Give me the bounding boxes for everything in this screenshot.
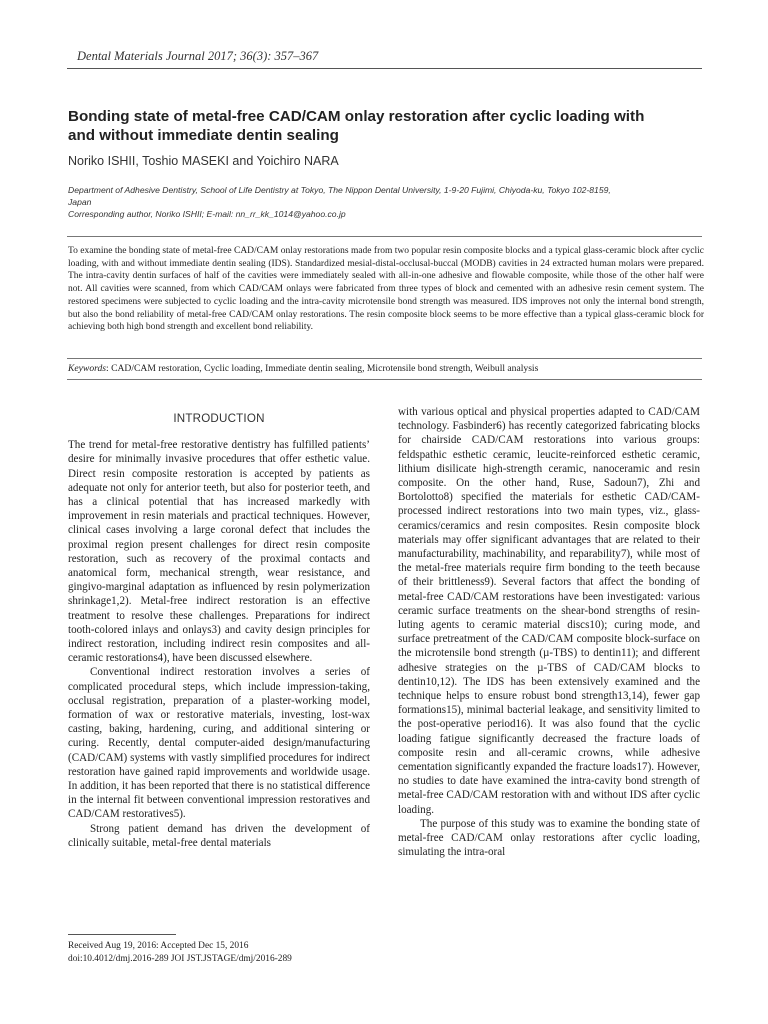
keywords-label: Keywords (68, 363, 107, 374)
affiliation-line: Japan (68, 197, 92, 207)
keywords-bottom-rule (67, 379, 702, 380)
body-paragraph: Conventional indirect restoration involves a series of complicated procedural steps, which include impression-taking, occlusal registration, preparation of a plaster-working model, formation of wax or restorative materials, investing, lost-wax casting, baking, hardening, curing, and additional sintering or curing. Recently, dental computer-aided design/manufacturing (CAD/CAM) systems with vastly simplified procedures for indirect restoration have gained rapid improvements and worldwide usage. In addition, it has been reported that there is no statistical difference in the internal fit between conventional impression restoratives and CAD/CAM restoratives5). (68, 666, 370, 821)
footnote-rule (68, 934, 176, 935)
section-heading-introduction: INTRODUCTION (173, 412, 265, 425)
title-line: Bonding state of metal-free CAD/CAM onlay restoration after cyclic loading with (68, 108, 645, 125)
keywords-line (68, 363, 704, 374)
body-paragraph: The purpose of this study was to examine the bonding state of metal-free CAD/CAM onlay restorations after cyclic loading, simulating the intra-oral (398, 817, 700, 859)
journal-citation: Dental Materials Journal 2017; 36(3): 357–367 (77, 49, 319, 63)
keywords-top-rule (67, 358, 702, 359)
keywords-text: : CAD/CAM restoration, Cyclic loading, Immediate dentin sealing, Microtensile bond strength, Weibull analysis (106, 363, 539, 374)
received-dates: Received Aug 19, 2016: Accepted Dec 15, 2016 (68, 941, 249, 951)
body-paragraph: with various optical and physical properties adapted to CAD/CAM technology. Fasbinder6) has recently categorized fabricating blocks for chairside CAD/CAM restorations into various groups: feldspathic esthetic ceramic, leucite-reinforced esthetic ceramic, lithium disilicate high-strength ceramic, nanoceramic and resin composite. On the other hand, Ruse, Sadoun7), Zhi and Bortolotto8) specified the materials for esthetic CAD/CAM-processed indirect restorations into two main types, viz., glass-ceramics/ceramics and resin composites. Resin composite block materials may offer significant advantages that are related to their manufacturability, machinability, and reparability7), while most of the metal-free materials require firm bonding to the teeth because of their brittleness9). Several factors that affect the bonding of metal-free CAD/CAM restorations have been investigated: various ceramic surface treatments on the shear-bond strengths of resin-luting agents to ceramic material discs10); curing mode, and surface pretreatment of the CAD/CAM composite block-surface on the microtensile bond strength (µ-TBS) to dentin11); and different adhesive strategies on the µ-TBS of CAD/CAM blocks to dentin10,12). The IDS has been extensively examined and the technique helps to ensure robust bond strength13,14), fewer gap formations15), minimal bacterial leakage, and sensitivity limited to the post-operative period16). It was also found that the cyclic loading fatigue significantly decreased the fracture loads of composite resin and all-ceramic crowns, while adhesive cementation significantly expanded the fracture loads17). However, no studies to date have examined the intra-cavity bond strength of metal-free CAD/CAM restoration with and without IDS after cyclic loading. (398, 406, 700, 816)
corresponding-author: Corresponding author, Noriko ISHII; E-mail: nn_rr_kk_1014@yahoo.co.jp (68, 209, 346, 219)
title-line: and without immediate dentin sealing (68, 127, 339, 144)
doi-line: doi:10.4012/dmj.2016-289 JOI JST.JSTAGE/dmj/2016-289 (68, 954, 292, 964)
header-rule (67, 68, 702, 69)
left-column (68, 408, 370, 850)
affiliation-line: Department of Adhesive Dentistry, School of Life Dentistry at Tokyo, The Nippon Dental University, 1-9-20 Fujimi, Chiyoda-ku, Tokyo 102-8159, (68, 185, 611, 195)
abstract: To examine the bonding state of metal-free CAD/CAM onlay restorations made from two popular resin composite blocks and a typical glass-ceramic block after cyclic loading, with and without immediate dentin sealing (IDS). Standardized mesial-distal-occlusal-buccal (MODB) cavities in 24 extracted human molars were prepared. The intra-cavity dentin surfaces of half of the cavities were immediately sealed with all-in-one adhesive and flowable composite, while those of the other half were not. All cavities were scanned, from which CAD/CAM onlays were fabricated from three types of block and cemented with an adhesive resin cement system. The restored specimens were subjected to cyclic loading and the intra-cavity microtensile bond strength was measured. IDS improves not only the internal bond strength, but also the bond reliability of metal-free CAD/CAM onlay restorations. The resin composite block seems to be more effective than a typical glass-ceramic block for achieving both high bond strength and excellent bond reliability. (68, 246, 704, 333)
body-paragraph: The trend for metal-free restorative dentistry has fulfilled patients’ desire for minimally invasive procedures that offer esthetic value. Direct resin composite restoration is accepted by patients as adequate not only for anterior teeth, but also for posterior teeth, and has a clinical potential that has increased markedly with improvement in resin materials and practical techniques. However, clinical cases involving a large coronal defect that includes the proximal region present challenges for direct resin composite restoration, such as recovery of the proximal contacts and anatomical form, mechanical strength, wear resistance, and gingivo-marginal adaptation as influenced by resin polymerization shrinkage1,2). Metal-free indirect restoration is an effective treatment to resolve these challenges. Preparations for indirect tooth-colored inlays and onlays3) and cavity design principles for indirect restoration, including indirect resin composites and all-ceramic restorations4), have been discussed elsewhere. (68, 439, 370, 665)
abstract-top-rule (67, 236, 702, 237)
author-list: Noriko ISHII, Toshio MASEKI and Yoichiro NARA (68, 154, 339, 168)
footnote (68, 940, 388, 966)
right-column (398, 405, 700, 860)
affiliation-block (68, 184, 704, 220)
body-paragraph: Strong patient demand has driven the development of clinically suitable, metal-free dental materials (68, 822, 370, 849)
article-title (68, 107, 708, 145)
